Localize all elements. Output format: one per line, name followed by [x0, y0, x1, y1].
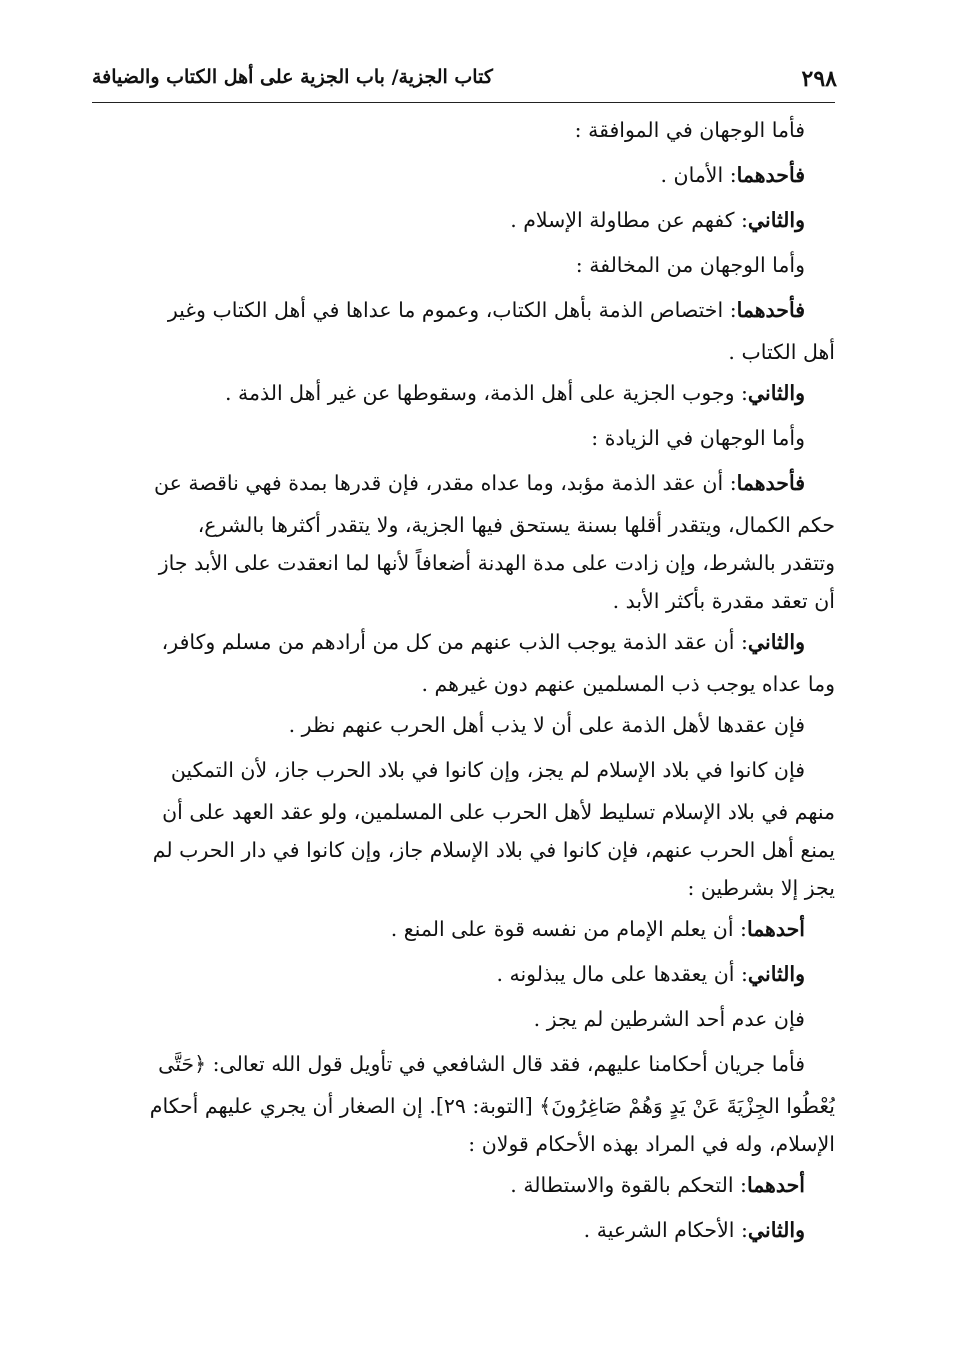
page-number: ٢٩٨ [801, 66, 837, 92]
text-line: فإن كانوا في بلاد الإسلام لم يجز، وإن كانوا في بلاد الحرب جاز، لأن التمكين [170, 758, 805, 782]
text-line: الإسلام، وله في المراد بهذه الأحكام قولان : [468, 1132, 835, 1156]
text-line: منهم في بلاد الإسلام تسليط لأهل الحرب على المسلمين، ولو عقد العهد على أن [162, 800, 835, 824]
text-line: والثاني: أن عقد الذمة يوجب الذب عنهم من كل من أرادهم من مسلم وكافر، [161, 630, 805, 654]
text-line: فأما جريان أحكامنا عليهم، فقد قال الشافعي في تأويل قول الله تعالى: ﴿حَتَّى [158, 1052, 805, 1076]
text-line: يُعْطُوا الجِزْيَةَ عَنْ يَدٍ وَهُمْ صَاغِرُونَ﴾ [التوبة: ٢٩]. إن الصغار أن يجري عليهم أحكام [149, 1094, 835, 1118]
text-line: وما عداه يوجب ذب المسلمين عنهم دون غيرهم . [421, 672, 835, 696]
text-line: فإن عقدها لأهل الذمة على أن لا يذب أهل الحرب عنهم نظر . [288, 713, 805, 737]
text-line: والثاني: وجوب الجزية على أهل الذمة، وسقوطها عن غير أهل الذمة . [224, 381, 805, 405]
text-line: أهل الكتاب . [728, 340, 835, 364]
text-line: يجز إلا بشرطين : [687, 876, 835, 900]
text-line: أحدهما: أن يعلم الإمام من نفسه قوة على المنع . [390, 917, 805, 941]
text-line: فأحدهما: الأمان . [660, 163, 805, 187]
text-line: وأما الوجهان من المخالفة : [575, 253, 805, 277]
text-line: يمنع أهل الحرب عنهم، فإن كانوا في بلاد الإسلام جاز، وإن كانوا في دار الحرب لم [152, 838, 835, 862]
text-line: فإن عدم أحد الشرطين لم يجز . [533, 1007, 805, 1031]
text-line: وتتقدر بالشرط، وإن زادت على مدة الهدنة أضعافاً لأنها لما انعقدت على الأبد جاز [158, 551, 835, 575]
text-line: والثاني: كفهم عن مطاولة الإسلام . [510, 208, 805, 232]
text-line: والثاني: أن يعقدها على مال يبذلونه . [496, 962, 805, 986]
text-line: فأما الوجهان في الموافقة : [574, 118, 805, 142]
text-line: فأحدهما: أن عقد الذمة مؤبد، وما عداه مقدر، فإن قدرها بمدة فهي ناقصة عن [154, 471, 805, 495]
text-line: أن تعقد مقدرة بأكثر الأبد . [612, 589, 835, 613]
text-line: حكم الكمال، ويتقدر أقلها بسنة يستحق فيها الجزية، ولا يتقدر أكثرها بالشرع، [197, 513, 835, 537]
text-line: وأما الوجهان في الزيادة : [591, 426, 805, 450]
text-line: والثاني: الأحكام الشرعية . [583, 1218, 805, 1242]
page-body [92, 108, 835, 1253]
text-line: أحدهما: التحكم بالقوة والاستطالة . [510, 1173, 805, 1197]
text-line: فأحدهما: اختصاص الذمة بأهل الكتاب، وعموم ما عداها في أهل الكتاب وغير [167, 298, 805, 322]
running-header [92, 66, 837, 103]
header-title: كتاب الجزية/ باب الجزية على أهل الكتاب والضيافة [92, 66, 493, 88]
